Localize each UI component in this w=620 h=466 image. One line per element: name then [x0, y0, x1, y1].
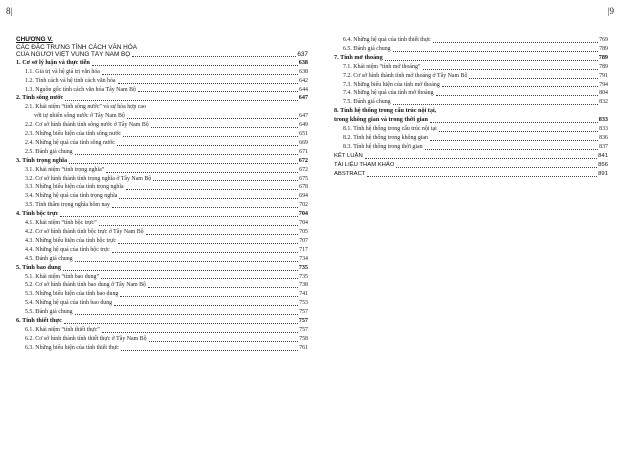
toc-entry-text-cont: với tự nhiên sông nước ở Tây Nam Bộ	[34, 113, 125, 120]
toc-entry-page: 678	[299, 184, 308, 191]
toc-leader	[75, 154, 299, 155]
chapter-page: 637	[297, 51, 308, 59]
toc-entry-page: 705	[299, 229, 308, 235]
toc-entry-text: 7.2. Cơ sở hình thành tính mở thoáng ở Tây Nam Bộ	[343, 72, 468, 79]
toc-subentry	[16, 121, 308, 130]
toc-subentry	[16, 68, 308, 77]
toc-entry-text: 3.2. Cơ sở hình thành tính trọng nghĩa ở Tây Nam Bộ	[25, 175, 152, 182]
toc-entry-text: ABSTRACT	[334, 170, 366, 177]
toc-entry-page: 856	[598, 161, 608, 168]
toc-entry-text: 7.3. Những biểu hiện của tính mở thoáng	[343, 81, 440, 88]
toc-entry-text: 3.1. Khái niệm “tính trọng nghĩa”	[25, 166, 105, 173]
toc-entry-page: 804	[599, 90, 608, 97]
toc-heading-entry	[16, 157, 308, 166]
toc-leader	[393, 104, 599, 105]
toc-subentry	[16, 299, 308, 308]
toc-leader	[393, 51, 599, 52]
toc-subentry	[334, 89, 608, 98]
toc-leader	[118, 243, 298, 244]
toc-entry-text: 4.5. Đánh giá chung	[25, 255, 73, 262]
toc-entry-text: 3.3. Những biểu hiện của tính trọng nghĩa	[25, 184, 124, 191]
toc-entry-text: 8. Tính hệ thống trong cấu trúc nội tại,	[334, 107, 437, 115]
toc-leader	[65, 100, 297, 101]
toc-entry-line1	[16, 103, 308, 112]
toc-entry-page: 649	[299, 122, 308, 129]
toc-entry-text: 8.1. Tính hệ thống trong cấu trúc nội tại	[343, 126, 437, 133]
toc-subentry	[16, 281, 308, 290]
toc-entry-page: 836	[599, 134, 608, 141]
toc-entry-text: 3.5. Tính thẩm trọng nghĩa hôm nay	[25, 202, 110, 209]
toc-leader	[425, 149, 599, 150]
toc-subentry	[16, 192, 308, 201]
toc-entry-page: 638	[298, 58, 308, 66]
toc-leader	[153, 180, 298, 181]
toc-entry-text: 3.4. Những hệ quả của tính trọng nghĩa	[25, 193, 118, 200]
toc-subentry	[16, 335, 308, 344]
toc-leader	[119, 198, 298, 199]
toc-entry-page: 757	[298, 317, 308, 325]
toc-heading-entry	[334, 54, 608, 63]
toc-entry-page: 841	[598, 152, 608, 159]
toc-subentry	[334, 72, 608, 81]
toc-leader	[436, 95, 599, 96]
toc-entry-page: 672	[299, 166, 308, 173]
toc-entry-page: 769	[599, 37, 608, 43]
toc-leader	[469, 78, 598, 79]
toc-entry-page: 704	[298, 210, 308, 218]
toc-entry-page: 789	[599, 45, 608, 52]
toc-entry-page: 832	[599, 99, 608, 106]
toc-entry-page: 741	[299, 291, 308, 298]
toc-entry-text: 6.2. Cơ sở hình thành tính thiết thực ở Tây Nam Bộ	[25, 335, 147, 342]
toc-subentry	[334, 36, 608, 45]
toc-leader	[148, 287, 298, 288]
toc-entry-page: 734	[299, 255, 308, 262]
toc-heading-entry	[16, 94, 308, 103]
toc-entry-text: 8.2. Tính hệ thống trong không gian	[343, 134, 428, 141]
toc-entry-page: 702	[299, 202, 308, 209]
toc-entry-page: 735	[299, 273, 308, 280]
toc-entry-text: KẾT LUẬN	[334, 152, 363, 159]
toc-entry-text-cont: trong không gian và trong thời gian	[334, 116, 428, 124]
toc-leader	[101, 278, 298, 279]
toc-entry-page: 638	[299, 68, 308, 75]
toc-leader	[112, 252, 298, 253]
toc-entry-page: 647	[298, 94, 308, 102]
toc-leader	[430, 140, 598, 141]
toc-leader	[367, 176, 597, 177]
toc-entry-text: 1.1. Giá trị và hệ giá trị văn hóa	[25, 68, 100, 75]
toc-leader	[75, 261, 299, 262]
toc-entry-page: 642	[299, 77, 308, 84]
toc-entry-page: 738	[299, 282, 308, 289]
toc-entry-page: 694	[299, 193, 308, 200]
toc-leader	[433, 42, 598, 43]
toc-leader	[123, 136, 298, 137]
toc-entry-text: 2. Tính sông nước	[16, 94, 64, 102]
toc-entry-page: 675	[299, 175, 308, 182]
toc-entry-page: 757	[299, 326, 308, 333]
toc-entry-page: 669	[299, 139, 308, 146]
toc-entry-text: 1. Cơ sở lý luận và thực tiễn	[16, 58, 90, 66]
toc-entry-text: 4.4. Những hệ quả của tính bộc trực	[25, 246, 110, 253]
left-page-number: 8|	[6, 6, 13, 16]
toc-entry-text: 5. Tính bao dung	[16, 263, 61, 271]
toc-entry-text: 4.1. Khái niệm “tính bộc trực”	[25, 220, 97, 227]
toc-subentry	[334, 45, 608, 54]
toc-leader	[117, 145, 298, 146]
toc-entry-text: 8.3. Tính hệ thống trong thời gian	[343, 143, 423, 150]
toc-entry-page: 789	[598, 53, 608, 61]
toc-leader	[75, 314, 299, 315]
toc-section-entry	[334, 161, 608, 170]
toc-leader	[92, 65, 298, 66]
toc-entry-page: 794	[599, 81, 608, 88]
toc-leader	[151, 127, 298, 128]
toc-subentry	[16, 77, 308, 86]
toc-subentry	[334, 134, 608, 143]
toc-subentry	[16, 201, 308, 210]
toc-leader	[365, 158, 597, 159]
toc-leader	[114, 305, 298, 306]
toc-heading-entry	[16, 210, 308, 219]
chapter-heading	[16, 36, 308, 59]
toc-entry-page: 891	[598, 170, 608, 177]
toc-leader	[120, 296, 298, 297]
toc-subentry	[16, 86, 308, 95]
toc-leader	[138, 91, 298, 92]
toc-subentry	[16, 139, 308, 148]
toc-entry-text: 5.1. Khái niệm “tính bao dung”	[25, 273, 100, 280]
toc-right-list	[334, 36, 608, 179]
toc-subentry	[16, 175, 308, 184]
toc-entry-text: 7. Tính mở thoáng	[334, 53, 383, 61]
toc-entry-page: 833	[598, 116, 608, 124]
toc-heading-entry	[16, 264, 308, 273]
toc-leader	[126, 189, 299, 190]
toc-subentry	[334, 63, 608, 72]
toc-subentry	[16, 183, 308, 192]
toc-entry-text: 2.1. Khái niệm “tính sông nước” và sự hòa hợp cao	[25, 104, 146, 111]
toc-leader	[60, 216, 297, 217]
toc-entry-text: 2.2. Cơ sở hình thành tính sông nước ở Tây Nam Bộ	[25, 122, 149, 129]
toc-leader	[396, 167, 597, 168]
toc-leader	[127, 118, 298, 119]
toc-subentry	[16, 166, 308, 175]
toc-entry-text: 5.2. Cơ sở hình thành tính bao dung ở Tây Nam Bộ	[25, 282, 146, 289]
toc-subentry	[16, 255, 308, 264]
toc-entry-page: 707	[299, 237, 308, 244]
toc-entry-page: 837	[599, 143, 608, 150]
toc-entry-text: 5.5. Đánh giá chung	[25, 309, 73, 316]
toc-entry-text: 5.4. Những hệ quả của tính bao dung	[25, 300, 113, 307]
toc-entry-page: 651	[299, 131, 308, 138]
toc-subentry	[16, 273, 308, 282]
toc-entry-text: TÀI LIỆU THAM KHẢO	[334, 161, 395, 168]
toc-leader	[69, 163, 298, 164]
toc-entry-multiline	[334, 107, 608, 125]
toc-entry-text: 7.4. Những hệ quả của tính mở thoáng	[343, 90, 434, 97]
toc-entry-page: 833	[599, 126, 608, 133]
toc-entry-page: 791	[599, 72, 608, 79]
toc-entry-page: 704	[299, 220, 308, 227]
toc-subentry	[16, 237, 308, 246]
toc-entry-text: 7.1. Khái niệm “tính mở thoáng”	[343, 63, 421, 70]
toc-leader	[106, 172, 298, 173]
toc-entry-page: 789	[599, 63, 608, 70]
toc-subentry	[16, 219, 308, 228]
toc-entry-text: 4.2. Cơ sở hình thành tính bộc trực ở Tây Nam Bộ	[25, 229, 144, 235]
toc-entry-text: 4. Tính bộc trực	[16, 210, 59, 218]
toc-entry-text: 6. Tính thiết thực	[16, 317, 62, 325]
toc-subentry	[16, 290, 308, 299]
toc-leader	[423, 69, 599, 70]
toc-subentry	[16, 326, 308, 335]
toc-entry-multiline	[16, 103, 308, 121]
toc-leader	[439, 131, 598, 132]
chapter-title-line1: CÁC ĐẶC TRƯNG TÍNH CÁCH VĂN HÓA	[16, 43, 137, 51]
toc-leader	[102, 332, 298, 333]
toc-leader	[430, 122, 598, 123]
toc-subentry	[334, 81, 608, 90]
toc-leader	[385, 60, 598, 61]
toc-entry-line2	[334, 116, 608, 125]
chapter-title-line2: CỦA NGƯỜI VIỆT VÙNG TÂY NAM BỘ	[16, 51, 131, 59]
toc-subentry	[16, 130, 308, 139]
toc-subentry	[334, 98, 608, 107]
toc-entry-page: 717	[299, 246, 308, 253]
toc-leader	[99, 225, 298, 226]
toc-entry-text: 6.4. Những hệ quả của tính thiết thực	[343, 37, 431, 43]
right-page-number: |9	[607, 6, 614, 16]
toc-entry-page: 753	[299, 300, 308, 307]
toc-entry-text: 6.1. Khái niệm “tính thiết thực”	[25, 326, 100, 333]
toc-entry-text: 1.3. Nguồn gốc tính cách văn hóa Tây Nam Bộ	[25, 86, 136, 93]
toc-entry-line1	[334, 107, 608, 116]
toc-entry-page: 672	[298, 156, 308, 164]
toc-leader	[146, 234, 299, 235]
toc-leader	[442, 86, 598, 87]
toc-entry-page: 647	[299, 113, 308, 120]
toc-entry-text: 6.3. Những biểu hiện của tính thiết thực	[25, 344, 119, 351]
toc-subentry	[334, 143, 608, 152]
toc-subentry	[334, 125, 608, 134]
toc-leader	[132, 56, 296, 57]
toc-entry-text: 6.5. Đánh giá chung	[343, 45, 391, 52]
toc-leader	[112, 207, 298, 208]
toc-subentry	[16, 148, 308, 157]
toc-leader	[118, 83, 299, 84]
chapter-title-row	[16, 51, 308, 59]
toc-entry-text: 2.3. Những biểu hiện của tính sông nước	[25, 131, 122, 138]
toc-entry-page: 761	[299, 344, 308, 351]
toc-entry-text: 3. Tính trọng nghĩa	[16, 156, 68, 164]
toc-leader	[102, 74, 298, 75]
chapter-label: CHƯƠNG V.	[16, 36, 53, 43]
toc-entry-text: 1.2. Tính cách và hệ tính cách văn hóa	[25, 77, 116, 84]
toc-left-list	[16, 59, 308, 353]
toc-heading-entry	[16, 317, 308, 326]
toc-entry-text: 7.5. Đánh giá chung	[343, 99, 391, 106]
toc-entry-text: 2.4. Những hệ quả của tính sông nước	[25, 139, 115, 146]
toc-entry-page: 757	[299, 309, 308, 316]
toc-leader	[64, 323, 298, 324]
toc-section-entry	[334, 170, 608, 179]
toc-heading-entry	[16, 59, 308, 68]
toc-entry-text: 2.5. Đánh giá chung	[25, 148, 73, 155]
toc-subentry	[16, 228, 308, 237]
toc-entry-text: 5.3. Những biểu hiện của tính bao dung	[25, 291, 119, 298]
toc-left-column	[16, 36, 308, 353]
toc-leader	[63, 270, 298, 271]
toc-leader	[121, 350, 298, 351]
toc-right-column	[334, 36, 608, 179]
toc-entry-text: 4.3. Những biểu hiện của tính bộc trực	[25, 237, 116, 244]
toc-entry-page: 735	[298, 263, 308, 271]
toc-subentry	[16, 246, 308, 255]
toc-entry-page: 671	[299, 148, 308, 155]
toc-section-entry	[334, 152, 608, 161]
toc-entry-page: 758	[299, 335, 308, 342]
toc-subentry	[16, 344, 308, 353]
toc-entry-line2	[16, 112, 308, 121]
toc-entry-page: 644	[299, 86, 308, 93]
toc-leader	[149, 341, 299, 342]
toc-subentry	[16, 308, 308, 317]
